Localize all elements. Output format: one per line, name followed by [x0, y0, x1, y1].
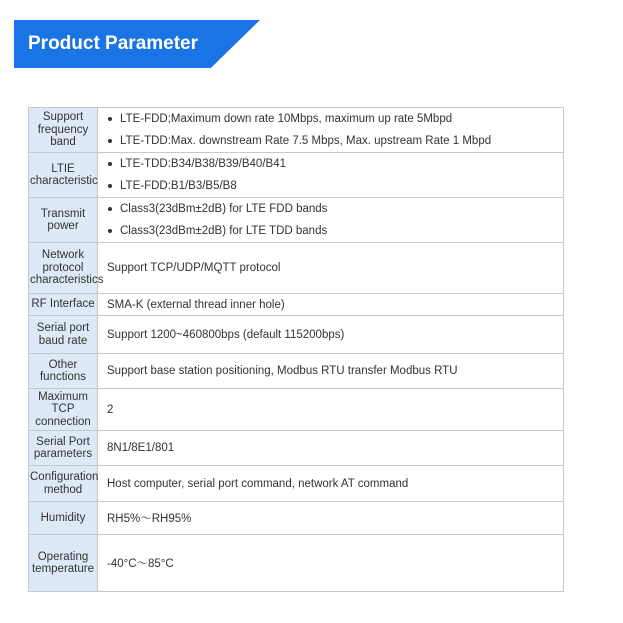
table-row — [29, 431, 564, 466]
row-label: Transmit power — [29, 198, 98, 243]
row-value: 2 — [98, 389, 564, 431]
table-row — [29, 354, 564, 389]
table-row — [29, 198, 564, 243]
bullet-list — [107, 198, 563, 242]
row-value: Host computer, serial port command, network AT command — [98, 466, 564, 502]
table-row — [29, 153, 564, 198]
table-row — [29, 316, 564, 354]
row-label: LTIE characteristic — [29, 153, 98, 198]
bullet-item: Class3(23dBm±2dB) for LTE TDD bands — [107, 220, 563, 242]
row-value: RH5%～RH95% — [98, 502, 564, 535]
table-row — [29, 294, 564, 316]
row-label: Operating temperature — [29, 535, 98, 592]
row-label: Serial port baud rate — [29, 316, 98, 354]
table-row — [29, 535, 564, 592]
row-value: 8N1/8E1/801 — [98, 431, 564, 466]
row-value — [98, 153, 564, 198]
row-value: Support 1200~460800bps (default 115200bps) — [98, 316, 564, 354]
row-label: Support frequency band — [29, 108, 98, 153]
bullet-list — [107, 153, 563, 197]
row-value — [98, 198, 564, 243]
row-label: Humidity — [29, 502, 98, 535]
bullet-item: Class3(23dBm±2dB) for LTE FDD bands — [107, 198, 563, 220]
table-row — [29, 466, 564, 502]
row-label: Configuration method — [29, 466, 98, 502]
table-row — [29, 502, 564, 535]
table-row — [29, 243, 564, 294]
row-label: Maximum TCP connection — [29, 389, 98, 431]
parameter-table — [28, 107, 564, 592]
row-value: Support base station positioning, Modbus RTU transfer Modbus RTU — [98, 354, 564, 389]
row-label: Other functions — [29, 354, 98, 389]
bullet-item: LTE-FDD;Maximum down rate 10Mbps, maximum up rate 5Mbpd — [107, 108, 563, 130]
row-value — [98, 108, 564, 153]
row-label: RF Interface — [29, 294, 98, 316]
bullet-list — [107, 108, 563, 152]
row-label: Serial Port parameters — [29, 431, 98, 466]
row-value: Support TCP/UDP/MQTT protocol — [98, 243, 564, 294]
row-value: -40°C～85°C — [98, 535, 564, 592]
row-label: Network protocol characteristics — [29, 243, 98, 294]
row-value: SMA-K (external thread inner hole) — [98, 294, 564, 316]
page-title: Product Parameter — [28, 33, 199, 54]
table-row — [29, 389, 564, 431]
table-row — [29, 108, 564, 153]
bullet-item: LTE-TDD:B34/B38/B39/B40/B41 — [107, 153, 563, 175]
bullet-item: LTE-TDD:Max. downstream Rate 7.5 Mbps, Max. upstream Rate 1 Mbpd — [107, 130, 563, 152]
bullet-item: LTE-FDD:B1/B3/B5/B8 — [107, 175, 563, 197]
